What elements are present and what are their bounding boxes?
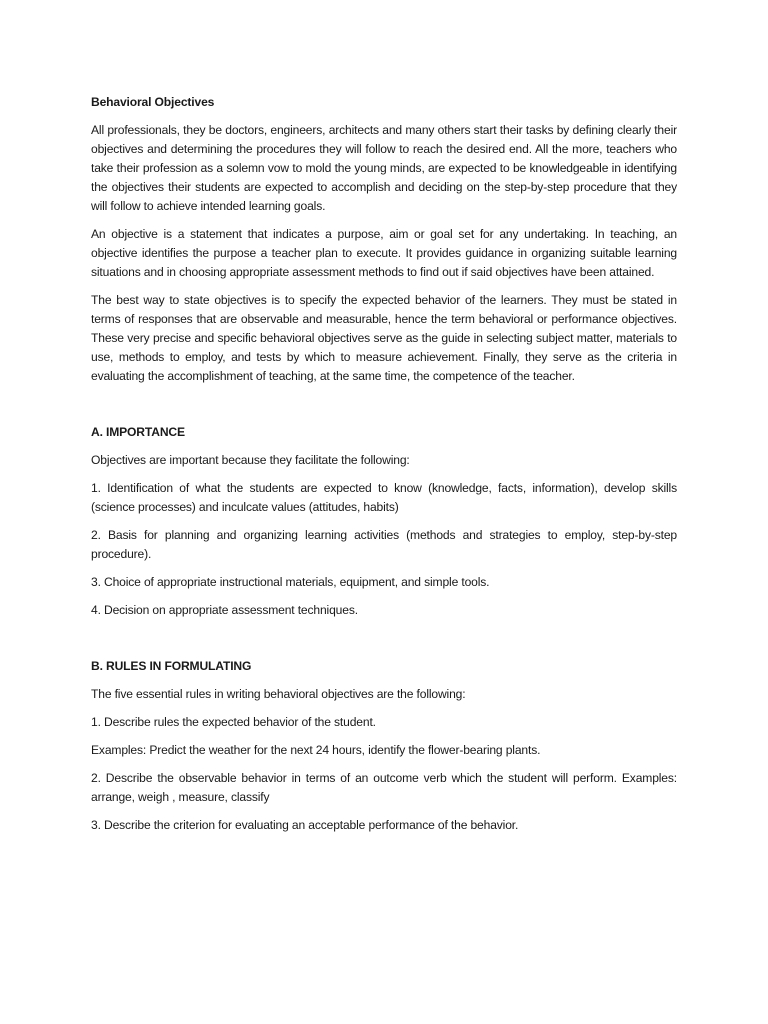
rules-example-1: Examples: Predict the weather for the next 24 hours, identify the flower-bearing plants. [91,743,541,757]
rules-heading: B. RULES IN FORMULATING [91,659,252,673]
rules-item-2: 2. Describe the observable behavior in terms of an outcome verb which the student will perform. Examples: arrange, weigh , measure, classify [91,771,677,804]
rules-item-3: 3. Describe the criterion for evaluating an acceptable performance of the behavior. [91,818,519,832]
intro-paragraph-1: All professionals, they be doctors, engineers, architects and many others start their tasks by defining clearly their objectives and determining the procedures they will follow to reach the desired end. All the more, teachers who take their profession as a solemn vow to mold the young minds, are expected to be knowledgeable in identifying the objectives their students are expected to accomplish and deciding on the step-by-step procedure that they will follow to achieve intended learning goals. [91,123,677,213]
rules-lead: The five essential rules in writing behavioral objectives are the following: [91,687,466,701]
document-title: Behavioral Objectives [91,95,215,109]
intro-paragraph-3: The best way to state objectives is to specify the expected behavior of the learners. They must be stated in terms of responses that are observable and measurable, hence the term behavioral or performance objectives. These very precise and specific behavioral objectives serve as the guide in selecting subject matter, materials to use, methods to employ, and tests by which to measure achievement. Finally, they serve as the criteria in evaluating the accomplishment of teaching, at the same time, the competence of the teacher. [91,293,677,383]
importance-item-1: 1. Identification of what the students are expected to know (knowledge, facts, information), develop skills (science processes) and inculcate values (attitudes, habits) [91,481,677,514]
importance-item-4: 4. Decision on appropriate assessment techniques. [91,603,358,617]
importance-item-2: 2. Basis for planning and organizing learning activities (methods and strategies to employ, step-by-step procedure). [91,528,677,561]
importance-item-3: 3. Choice of appropriate instructional materials, equipment, and simple tools. [91,575,490,589]
importance-heading: A. IMPORTANCE [91,425,185,439]
importance-lead: Objectives are important because they facilitate the following: [91,453,410,467]
rules-item-1: 1. Describe rules the expected behavior of the student. [91,715,376,729]
intro-paragraph-2: An objective is a statement that indicates a purpose, aim or goal set for any undertaking. In teaching, an objective identifies the purpose a teacher plan to execute. It provides guidance in organizing suitable learning situations and in choosing appropriate assessment methods to find out if said objectives have been attained. [91,227,677,279]
